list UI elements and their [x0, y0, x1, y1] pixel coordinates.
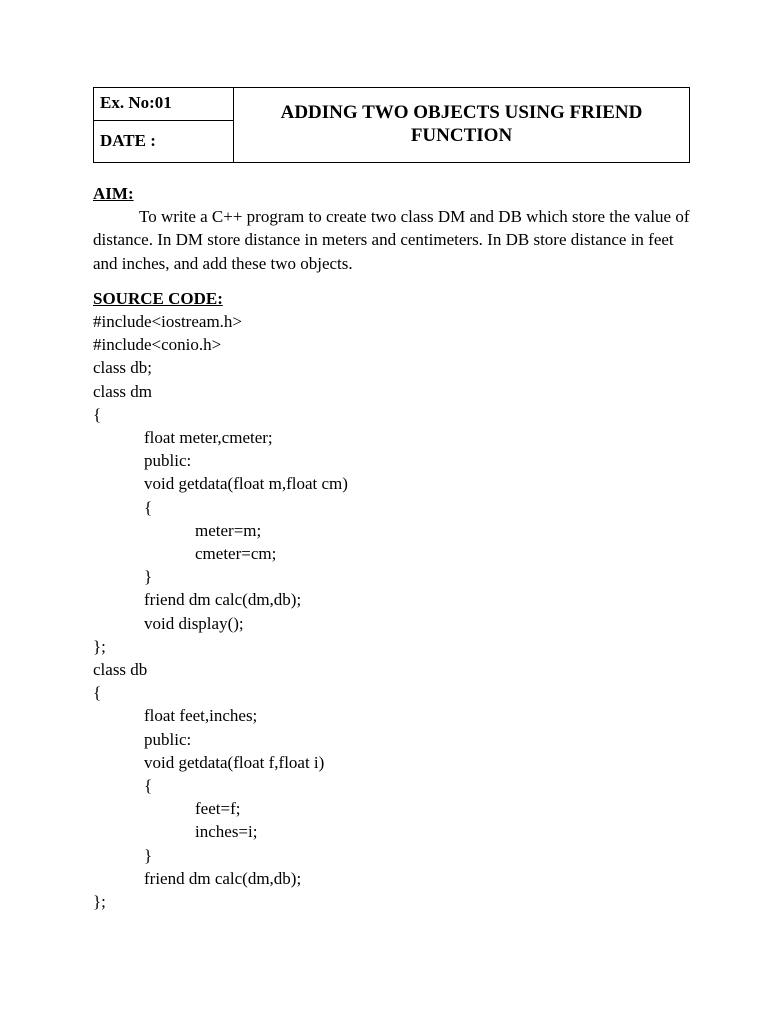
code-line: class db; [93, 358, 153, 378]
section-spacer [93, 275, 693, 287]
source-code-heading: SOURCE CODE: [93, 288, 223, 308]
code-line: void getdata(float f,float i) [93, 752, 325, 772]
code-line: { [93, 497, 153, 517]
code-line: inches=i; [93, 822, 258, 842]
code-line: class dm [93, 381, 153, 401]
header-left-column [94, 88, 234, 162]
code-line: public: [93, 729, 192, 749]
code-line: friend dm calc(dm,db); [93, 590, 302, 610]
title-line-1: ADDING TWO OBJECTS USING FRIEND [280, 102, 643, 123]
exercise-number: Ex. No:01 [94, 88, 233, 121]
code-line: { [93, 776, 153, 796]
code-line: class db [93, 660, 148, 680]
code-line: { [93, 683, 102, 703]
document-body [93, 182, 693, 913]
code-line: }; [93, 636, 106, 656]
code-line: public: [93, 451, 192, 471]
code-line: } [93, 567, 153, 587]
code-line: feet=f; [93, 799, 241, 819]
header-table [93, 87, 690, 163]
code-line: #include<iostream.h> [93, 312, 242, 332]
code-line: } [93, 845, 153, 865]
document-title [234, 88, 689, 162]
code-line: meter=m; [93, 520, 262, 540]
date-field: DATE : [100, 131, 156, 150]
code-line: float feet,inches; [93, 706, 258, 726]
code-line: { [93, 404, 102, 424]
code-line: #include<conio.h> [93, 335, 222, 355]
code-line: cmeter=cm; [93, 544, 277, 564]
aim-paragraph: To write a C++ program to create two class DM and DB which store the value of distance. In DM store distance in meters and centimeters. In DB store distance in feet and inches, and add these two objects. [93, 207, 690, 273]
aim-heading: AIM: [93, 184, 134, 203]
code-line: void display(); [93, 613, 244, 633]
title-line-2: FUNCTION [410, 125, 513, 146]
code-line: friend dm calc(dm,db); [93, 868, 302, 888]
source-code-block [93, 310, 693, 913]
code-line: float meter,cmeter; [93, 428, 273, 448]
code-line: }; [93, 892, 106, 912]
code-line: void getdata(float m,float cm) [93, 474, 348, 494]
